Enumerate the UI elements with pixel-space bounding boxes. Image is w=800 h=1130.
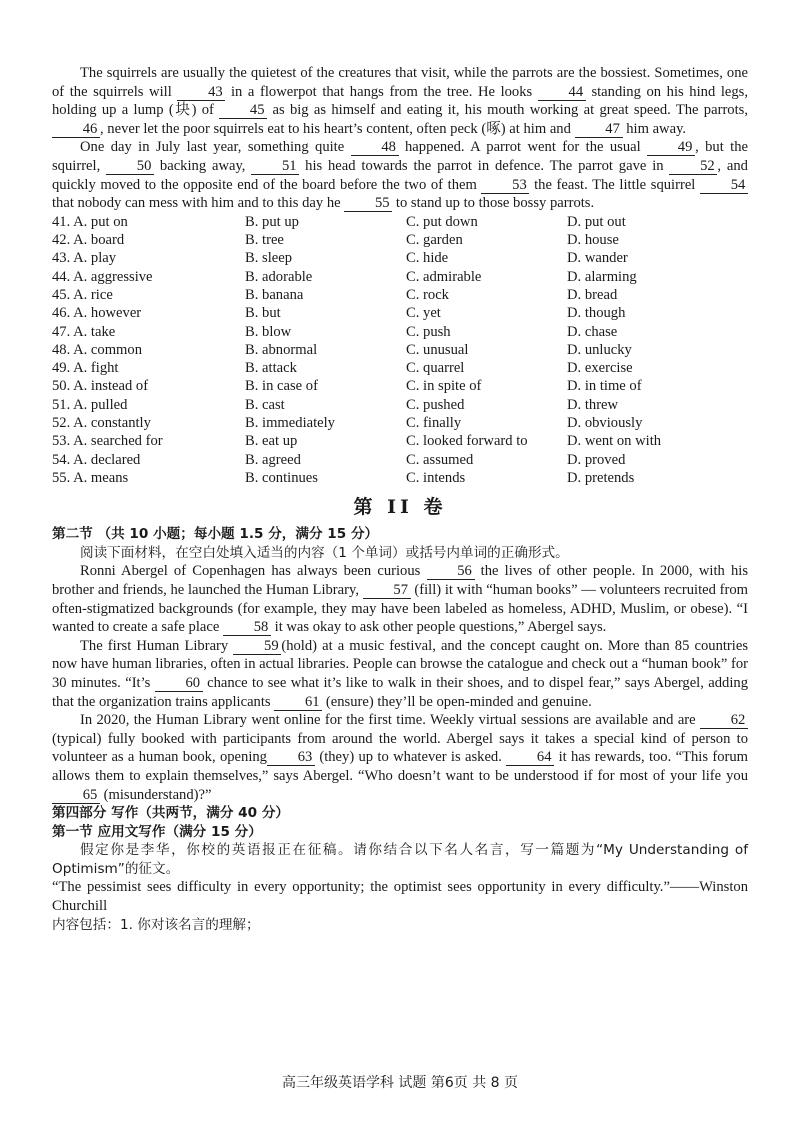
option-row xyxy=(52,469,748,487)
option-c[interactable]: C. looked forward to xyxy=(406,433,528,450)
part2-heading: 第二节 （共 10 小题；每小题 1.5 分，满分 15 分） xyxy=(52,526,379,543)
passage1-paragraph2 xyxy=(52,138,748,212)
option-a[interactable]: 54. A. declared xyxy=(52,451,141,468)
text-segment: The first Human Library xyxy=(80,637,229,654)
option-c[interactable]: C. assumed xyxy=(406,451,474,468)
option-d[interactable]: D. chase xyxy=(567,323,618,340)
part4-heading: 第四部分 写作（共两节，满分 40 分） xyxy=(52,805,290,822)
option-d[interactable]: D. put out xyxy=(567,213,626,230)
blank-56[interactable]: 56 xyxy=(427,564,475,580)
text-segment: , never let the poor squirrels eat to his heart’s content, often peck (啄) at him and xyxy=(100,120,571,137)
option-a[interactable]: 49. A. fight xyxy=(52,360,119,377)
option-c[interactable]: C. rock xyxy=(406,286,449,303)
option-b[interactable]: B. sleep xyxy=(245,250,293,267)
option-row xyxy=(52,451,748,469)
option-row xyxy=(52,341,748,359)
option-d[interactable]: D. bread xyxy=(567,286,618,303)
blank-47[interactable]: 47 xyxy=(575,122,623,138)
option-a[interactable]: 53. A. searched for xyxy=(52,433,163,450)
text-segment: backing away, xyxy=(159,157,246,174)
option-c[interactable]: C. put down xyxy=(406,213,478,230)
text-segment: him away. xyxy=(626,120,687,137)
text-segment: (they) up to whatever is asked. xyxy=(319,749,502,766)
option-a[interactable]: 43. A. play xyxy=(52,250,117,267)
blank-53[interactable]: 53 xyxy=(481,178,529,194)
option-c[interactable]: C. admirable xyxy=(406,268,482,285)
exam-page xyxy=(52,64,748,934)
option-c[interactable]: C. quarrel xyxy=(406,360,465,377)
option-a[interactable]: 52. A. constantly xyxy=(52,415,151,432)
blank-64[interactable]: 64 xyxy=(506,750,554,766)
writing-content-requirements: 内容包括：1. 你对该名言的理解； xyxy=(52,916,260,933)
blank-49[interactable]: 49 xyxy=(647,140,695,156)
option-a[interactable]: 51. A. pulled xyxy=(52,396,128,413)
blank-59[interactable]: 59 xyxy=(233,639,281,655)
option-a[interactable]: 44. A. aggressive xyxy=(52,268,153,285)
option-row xyxy=(52,414,748,432)
option-row xyxy=(52,396,748,414)
option-b[interactable]: B. cast xyxy=(245,396,285,413)
option-b[interactable]: B. in case of xyxy=(245,378,318,395)
blank-58[interactable]: 58 xyxy=(223,620,271,636)
text-segment: , and quickly moved to the opposite end of the board before the two of them xyxy=(52,157,748,193)
text-segment: in a flowerpot that hangs from the tree. He looks xyxy=(230,83,533,100)
option-c[interactable]: C. hide xyxy=(406,250,449,267)
option-a[interactable]: 50. A. instead of xyxy=(52,378,149,395)
option-c[interactable]: C. unusual xyxy=(406,341,469,358)
part2-paragraph1 xyxy=(52,562,748,636)
option-a[interactable]: 55. A. means xyxy=(52,469,129,486)
blank-65[interactable]: 65 xyxy=(52,788,100,804)
option-a[interactable]: 46. A. however xyxy=(52,305,142,322)
option-b[interactable]: B. adorable xyxy=(245,268,313,285)
text-segment: happened. A parrot went for the usual xyxy=(405,139,641,156)
option-a[interactable]: 48. A. common xyxy=(52,341,142,358)
option-row xyxy=(52,213,748,231)
option-b[interactable]: B. tree xyxy=(245,232,284,249)
option-c[interactable]: C. garden xyxy=(406,232,463,249)
text-segment: (hold) at a music festival, and the concept caught on. More than 85 countries now have human libraries, often in actual libraries. People can browse the catalogue and check out a “human book” for 30 minutes. “It’s xyxy=(52,637,748,691)
option-row xyxy=(52,268,748,286)
section-title: 第 II 卷 xyxy=(353,496,447,519)
text-segment: Ronni Abergel of Copenhagen has always been curious xyxy=(80,563,421,580)
blank-52[interactable]: 52 xyxy=(669,159,717,175)
blank-63[interactable]: 63 xyxy=(267,750,315,766)
part4-sub-heading: 第一节 应用文写作（满分 15 分） xyxy=(52,823,262,840)
part2-paragraph3 xyxy=(52,711,748,804)
option-b[interactable]: B. but xyxy=(245,305,281,322)
text-segment: (typical) fully booked with participants from around the world. Abergel says it takes a special kind of person to volunteer as a human book, opening xyxy=(52,730,748,766)
option-row xyxy=(52,377,748,395)
text-segment: the feast. The little squirrel xyxy=(534,176,696,193)
option-c[interactable]: C. pushed xyxy=(406,396,465,413)
option-d[interactable]: D. exercise xyxy=(567,360,633,377)
text-segment: that nobody can mess with him and to this day he xyxy=(52,195,341,212)
text-segment: In 2020, the Human Library went online for the first time. Weekly virtual sessions are available and are xyxy=(80,712,696,729)
option-d[interactable]: D. unlucky xyxy=(567,341,632,358)
option-d[interactable]: D. threw xyxy=(567,396,619,413)
part2-paragraph2 xyxy=(52,637,748,711)
option-c[interactable]: C. finally xyxy=(406,415,462,432)
option-b[interactable]: B. immediately xyxy=(245,415,335,432)
writing-prompt: 假定你是李华，你校的英语报正在征稿。请你结合以下名人名言，写一篇题为“My Understanding of Optimism”的征文。 xyxy=(52,842,748,877)
option-a[interactable]: 47. A. take xyxy=(52,323,116,340)
blank-46[interactable]: 46 xyxy=(52,122,100,138)
option-d[interactable]: D. wander xyxy=(567,250,628,267)
text-segment: The squirrels are usually the quietest of the creatures that visit, while the parrots are the bossiest. Sometimes, one of the squirrels will xyxy=(52,65,748,100)
option-b[interactable]: B. banana xyxy=(245,286,304,303)
part2-instruction: 阅读下面材料，在空白处填入适当的内容（1 个单词）或括号内单词的正确形式。 xyxy=(80,544,569,561)
option-c[interactable]: C. yet xyxy=(406,305,441,322)
page-footer: 高三年级英语学科 试题 第6页 共 8 页 xyxy=(281,1075,519,1091)
option-d[interactable]: D. in time of xyxy=(567,378,642,395)
option-d[interactable]: D. obviously xyxy=(567,415,643,432)
blank-48[interactable]: 48 xyxy=(351,140,399,156)
option-row xyxy=(52,304,748,322)
option-row xyxy=(52,323,748,341)
option-row xyxy=(52,249,748,267)
option-row xyxy=(52,286,748,304)
text-segment: (fill) it with “human books” — volunteers recruited from often-stigmatized backgrounds (for example, they may have been labeled as homeless, ADHD, Muslim, or obese). “I wanted to create a safe place xyxy=(52,581,748,636)
option-a[interactable]: 42. A. board xyxy=(52,232,125,249)
text-segment: it was okay to ask other people questions,” Abergel says. xyxy=(274,619,607,636)
blank-44[interactable]: 44 xyxy=(538,85,586,101)
option-c[interactable]: C. in spite of xyxy=(406,378,482,395)
option-d[interactable]: D. house xyxy=(567,232,619,249)
text-segment: , but the squirrel, xyxy=(52,139,748,174)
text-segment: the lives of other people. In 2000, with his brother and friends, he launched the Human Library, xyxy=(52,563,748,598)
option-row xyxy=(52,231,748,249)
text-segment: it has rewards, too. “This forum allows them to explain themselves,” says Abergel. “Who doesn’t want to be understood if for most of your life you xyxy=(52,749,749,784)
option-row xyxy=(52,432,748,450)
blank-43[interactable]: 43 xyxy=(177,85,225,101)
option-b[interactable]: B. eat up xyxy=(245,433,298,450)
blank-54[interactable]: 54 xyxy=(700,178,748,194)
option-d[interactable]: D. proved xyxy=(567,451,626,468)
option-c[interactable]: C. intends xyxy=(406,469,466,486)
option-d[interactable]: D. alarming xyxy=(567,268,637,285)
blank-45[interactable]: 45 xyxy=(219,103,267,119)
blank-51[interactable]: 51 xyxy=(251,159,299,175)
option-row xyxy=(52,359,748,377)
text-segment: his head towards the parrot in defence. The parrot gave in xyxy=(305,157,664,174)
text-segment: to stand up to those bossy parrots. xyxy=(395,195,595,212)
text-segment: (misunderstand)?” xyxy=(103,786,212,803)
text-segment: (ensure) they’ll be open-minded and genuine. xyxy=(325,693,592,710)
text-segment: as big as himself and eating it, his mouth working at great speed. The parrots, xyxy=(272,102,748,119)
text-segment: chance to see what it’s like to walk in their shoes, and to dispel fear,” says Abergel, adding that the organization trains applicants xyxy=(52,674,748,710)
churchill-quote: “The pessimist sees difficulty in every opportunity; the optimist sees opportunity in every difficulty.”——Winston Churchill xyxy=(52,879,748,915)
option-b[interactable]: B. blow xyxy=(245,323,292,340)
text-segment: standing on his hind legs, holding up a lump (块) of xyxy=(52,83,749,119)
option-d[interactable]: D. went on with xyxy=(567,433,662,450)
text-segment: One day in July last year, something quite xyxy=(80,139,345,156)
blank-62[interactable]: 62 xyxy=(700,713,748,729)
blank-57[interactable]: 57 xyxy=(363,583,411,599)
option-b[interactable]: B. abnormal xyxy=(245,341,318,358)
option-c[interactable]: C. push xyxy=(406,323,451,340)
blank-60[interactable]: 60 xyxy=(155,676,203,692)
option-a[interactable]: 45. A. rice xyxy=(52,286,113,303)
passage1-paragraph1 xyxy=(52,64,748,138)
blank-55[interactable]: 55 xyxy=(344,196,392,212)
blank-61[interactable]: 61 xyxy=(274,695,322,711)
option-b[interactable]: B. attack xyxy=(245,360,297,377)
option-b[interactable]: B. continues xyxy=(245,469,318,486)
option-b[interactable]: B. agreed xyxy=(245,451,301,468)
option-d[interactable]: D. pretends xyxy=(567,469,635,486)
option-b[interactable]: B. put up xyxy=(245,213,299,230)
option-d[interactable]: D. though xyxy=(567,305,626,322)
option-a[interactable]: 41. A. put on xyxy=(52,213,128,230)
options-list xyxy=(52,213,748,487)
blank-50[interactable]: 50 xyxy=(106,159,154,175)
